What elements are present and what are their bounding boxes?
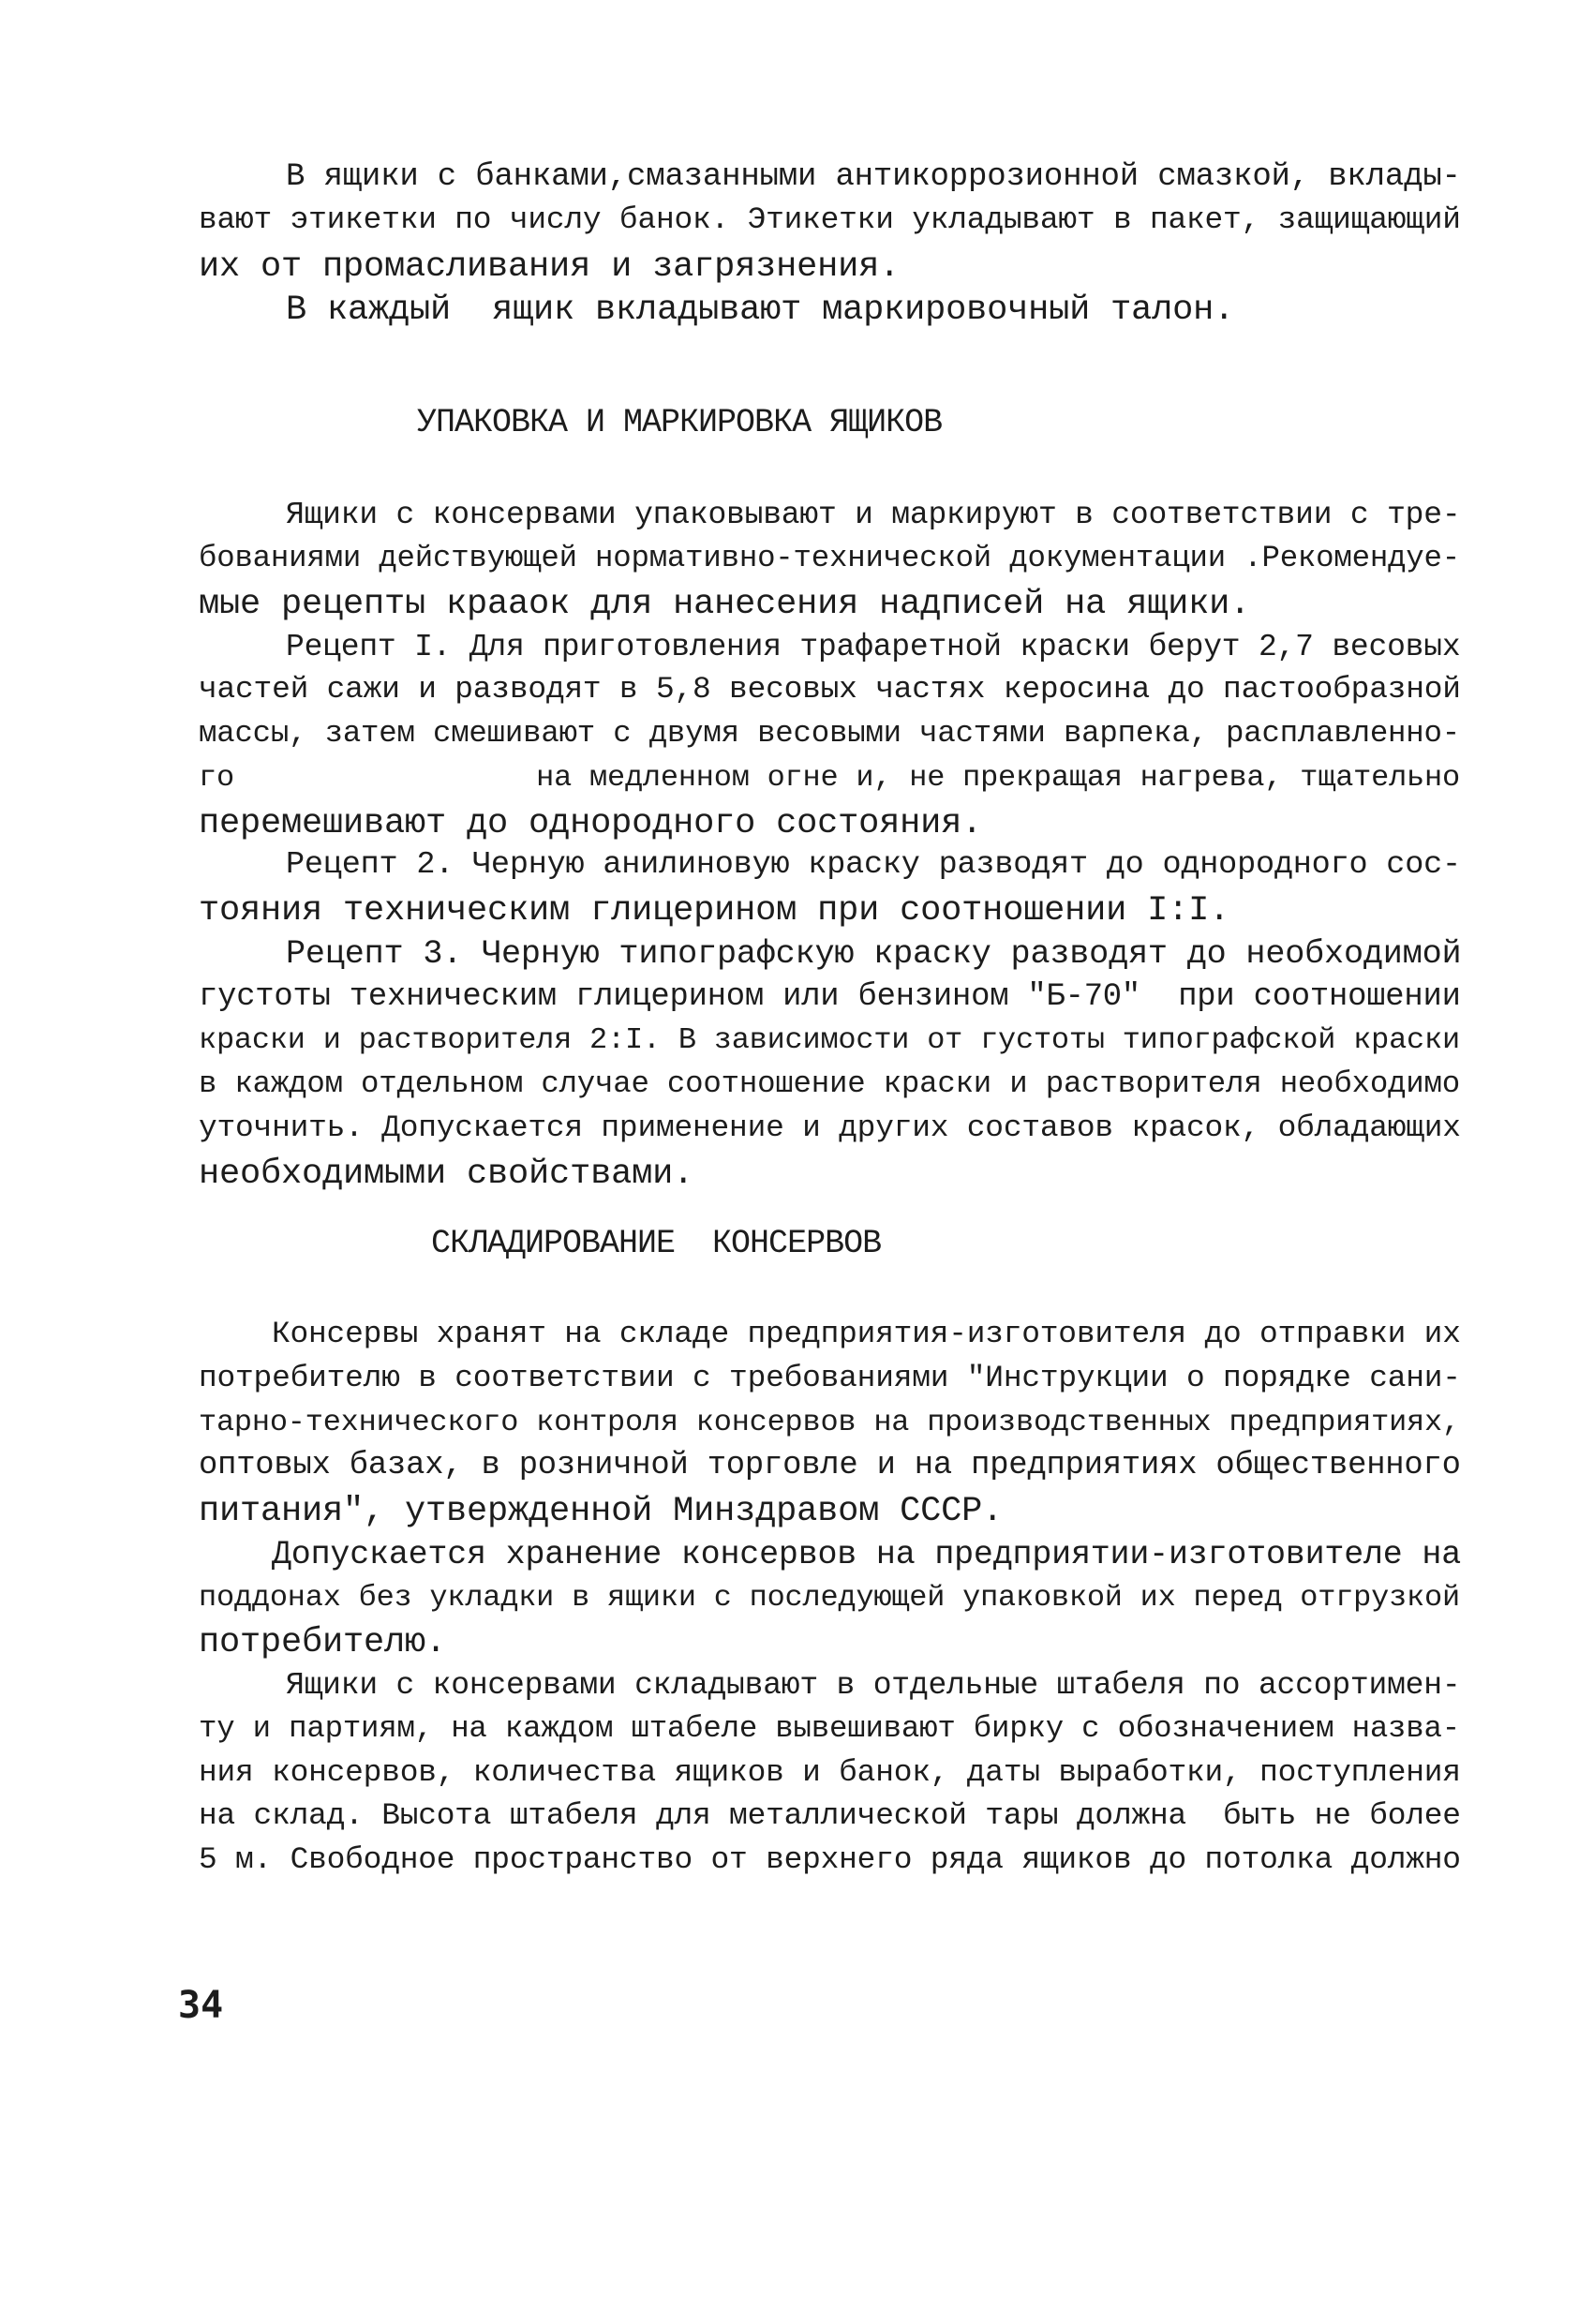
text-line: Рецепт 2. Черную анилиновую краску разводят до однородного сос- (286, 847, 1461, 883)
text-line: густоты техническим глицерином или бензином "Б-70" при соотношении (199, 979, 1461, 1015)
text-line: на склад. Высота штабеля для металлической тары должна быть не более (199, 1798, 1461, 1833)
text-line: перемешивают до однородного состояния. (199, 804, 983, 843)
text-line: частей сажи и разводят в 5,8 весовых частях керосина до пастообразной (199, 672, 1461, 707)
text-line: поддонах без укладки в ящики с последующей упаковкой их перед отгрузкой (199, 1580, 1460, 1615)
text-line: ту и партиям, на каждом штабеле вывешивают бирку с обозначением назва- (199, 1711, 1460, 1746)
text-line: тарно-технического контроля консервов на производственных предприятиях, (199, 1405, 1460, 1439)
text-line: необходимыми свойствами. (199, 1155, 694, 1194)
text-line: тояния техническим глицерином при соотношении I:I. (199, 891, 1230, 931)
text-line: Ящики с консервами упаковывают и маркируют в соответствии с тре- (286, 498, 1461, 532)
text-line: массы, затем смешивают с двумя весовыми частями варпека, расплавленно- (199, 716, 1460, 751)
text-line: В ящики с банками,смазанными антикоррозионной смазкой, вклады- (286, 159, 1461, 195)
text-line: в каждом отдельном случае соотношение краски и растворителя необходимо (199, 1066, 1460, 1101)
text-line: Допускается хранение консервов на предприятии-изготовителе на (272, 1536, 1462, 1573)
text-line: го на медленном огне и, не прекращая нагрева, тщательно (199, 760, 1460, 795)
text-line: Консервы хранят на складе предприятия-изготовителя до отправки их (272, 1317, 1461, 1351)
page-number: 34 (178, 1984, 224, 2027)
text-line: оптовых базах, в розничной торговле и на предприятиях общественного (199, 1448, 1461, 1483)
text-line: Рецепт I. Для приготовления трафаретной краски берут 2,7 весовых (286, 630, 1461, 664)
text-line: уточнить. Допускается применение и других составов красок, обладающих (199, 1110, 1461, 1145)
text-line: бованиями действующей нормативно-технической документации .Рекомендуе- (199, 541, 1460, 575)
text-line: Ящики с консервами складывают в отдельные штабеля по ассортимен- (286, 1668, 1461, 1703)
text-line: их от промасливания и загрязнения. (199, 247, 901, 287)
text-line: потребителю в соответствии с требованиями "Инструкции о порядке сани- (199, 1361, 1461, 1395)
text-line: потребителю. (199, 1623, 447, 1662)
text-line: питания", утвержденной Минздравом СССР. (199, 1492, 1004, 1531)
text-line: 5 м. Свободное пространство от верхнего ряда ящиков до потолка должно (199, 1842, 1461, 1877)
text-line: вают этикетки по числу банок. Этикетки укладывают в пакет, защищающий (199, 202, 1461, 237)
section-heading-storage: СКЛАДИРОВАНИЕ КОНСЕРВОВ (431, 1225, 882, 1262)
section-heading-packing: УПАКОВКА И МАРКИРОВКА ЯЩИКОВ (417, 404, 943, 441)
text-line: краски и растворителя 2:I. В зависимости от густоты типографской краски (199, 1022, 1460, 1057)
text-line: Рецепт 3. Черную типографскую краску разводят до необходимой (286, 935, 1462, 973)
text-line: ния консервов, количества ящиков и банок, даты выработки, поступления (199, 1755, 1461, 1790)
text-line: В каждый ящик вкладывают маркировочный талон. (286, 290, 1235, 330)
text-line: мые рецепты краaок для нанесения надписей на ящики. (199, 585, 1251, 624)
